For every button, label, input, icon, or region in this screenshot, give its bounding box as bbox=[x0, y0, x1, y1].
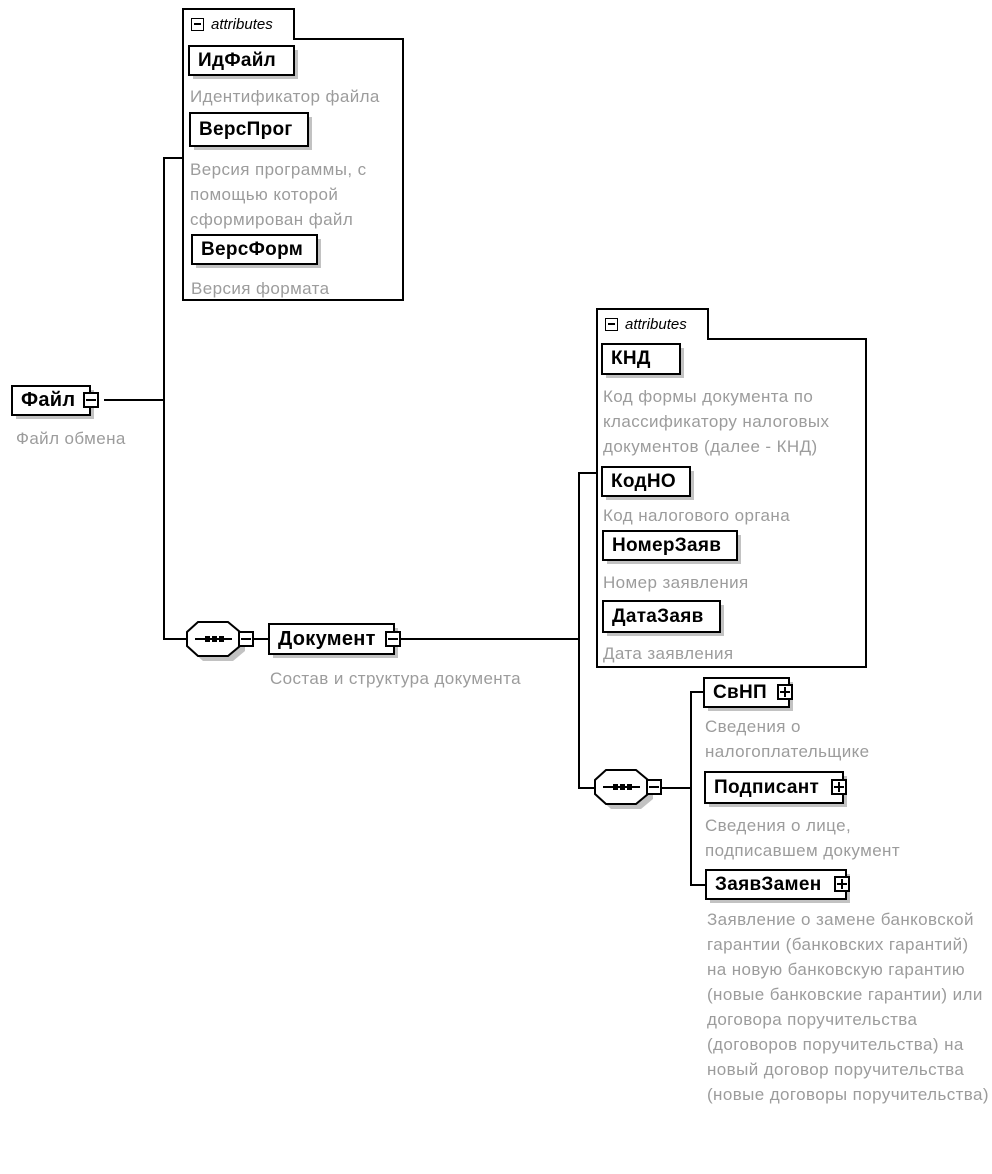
connector-line bbox=[163, 638, 188, 640]
element-podpisant[interactable] bbox=[704, 771, 844, 804]
connector-line bbox=[690, 884, 706, 886]
expand-icon[interactable] bbox=[834, 876, 850, 892]
collapse-icon[interactable] bbox=[385, 631, 401, 647]
element-annotation: Заявление о замене банковской гарантии (банковских гарантий) на новую банковскую гарантию (новые банковские гарантии) или договора поручительства (договоров поручительства) на новый договор поручительства (новые договоры поручительства) bbox=[707, 910, 989, 1104]
element-label: Подписант bbox=[714, 776, 820, 798]
attributes-tab-label: attributes bbox=[211, 15, 273, 33]
attribute-versform[interactable] bbox=[191, 234, 318, 265]
element-label: ЗаявЗамен bbox=[715, 873, 822, 895]
attribute-annotation: Код налогового органа bbox=[603, 506, 791, 525]
attribute-versprog[interactable] bbox=[189, 112, 309, 147]
collapse-icon[interactable] bbox=[605, 318, 618, 331]
collapse-icon[interactable] bbox=[191, 18, 204, 31]
connector-line bbox=[690, 691, 704, 693]
attribute-datazayav[interactable] bbox=[602, 600, 721, 633]
attribute-annotation: Номер заявления bbox=[603, 573, 749, 592]
collapse-icon[interactable] bbox=[238, 631, 254, 647]
element-label: СвНП bbox=[713, 681, 767, 703]
connector-line bbox=[163, 157, 183, 159]
tab-body-join bbox=[598, 338, 707, 341]
expand-icon[interactable] bbox=[777, 684, 793, 700]
attribute-label: ИдФайл bbox=[198, 49, 277, 71]
attribute-idfile[interactable] bbox=[188, 45, 295, 76]
attribute-knd[interactable] bbox=[601, 343, 681, 375]
connector-line bbox=[690, 692, 692, 886]
attribute-label: КНД bbox=[611, 348, 651, 369]
element-zayavzamen[interactable] bbox=[705, 869, 847, 900]
element-label: Файл bbox=[21, 389, 76, 411]
collapse-icon[interactable] bbox=[83, 392, 99, 408]
tab-body-join bbox=[184, 38, 293, 41]
attribute-label: ВерсПрог bbox=[199, 118, 293, 140]
element-annotation: Сведения о налогоплательщике bbox=[705, 717, 870, 761]
element-annotation: Сведения о лице, подписавшем документ bbox=[705, 816, 901, 860]
expand-icon[interactable] bbox=[831, 779, 847, 795]
attribute-annotation: Код формы документа по классификатору налоговых документов (далее - КНД) bbox=[603, 387, 830, 456]
attribute-kodno[interactable] bbox=[601, 466, 691, 497]
connector-line bbox=[578, 472, 597, 474]
attribute-annotation: Версия программы, с помощью которой сформирован файл bbox=[190, 160, 367, 229]
attribute-annotation: Версия формата bbox=[191, 279, 330, 298]
connector-line bbox=[163, 157, 165, 640]
attributes-tab-label: attributes bbox=[625, 315, 687, 333]
connector-line bbox=[578, 472, 580, 789]
collapse-icon[interactable] bbox=[646, 779, 662, 795]
element-label: Документ bbox=[278, 627, 376, 650]
attribute-label: ДатаЗаяв bbox=[612, 605, 704, 627]
attribute-label: ВерсФорм bbox=[201, 238, 304, 260]
element-document[interactable] bbox=[268, 623, 395, 655]
element-annotation: Состав и структура документа bbox=[270, 669, 521, 688]
file-attributes-tab[interactable] bbox=[182, 8, 295, 38]
attribute-label: КодНО bbox=[611, 470, 677, 492]
document-attributes-tab[interactable] bbox=[596, 308, 709, 338]
attribute-annotation: Дата заявления bbox=[603, 644, 734, 663]
element-annotation: Файл обмена bbox=[16, 429, 126, 448]
connector-line bbox=[399, 638, 578, 640]
attribute-nomerzayav[interactable] bbox=[602, 530, 738, 561]
connector-line bbox=[104, 399, 164, 401]
attribute-label: НомерЗаяв bbox=[612, 534, 722, 556]
connector-line bbox=[252, 638, 269, 640]
element-file[interactable] bbox=[11, 385, 91, 416]
attribute-annotation: Идентификатор файла bbox=[190, 87, 380, 106]
connector-line bbox=[660, 787, 690, 789]
